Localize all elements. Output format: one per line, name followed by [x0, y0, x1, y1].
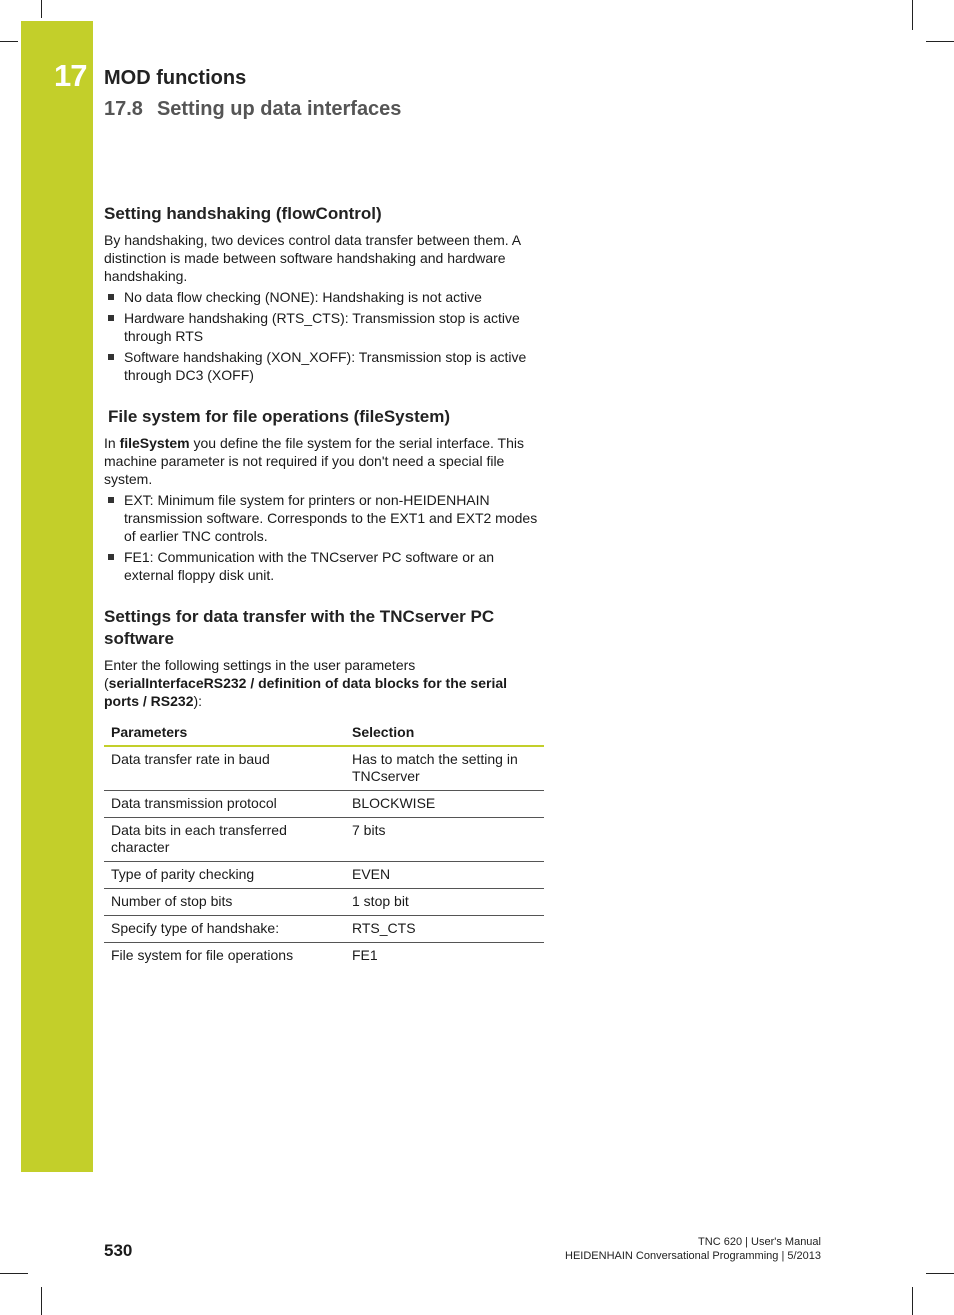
table-cell: 7 bits: [345, 818, 544, 862]
parameter-keyword: serialInterfaceRS232 / definition of data blocks for the serial ports / RS232: [104, 675, 508, 709]
table-cell: Specify type of handshake:: [104, 916, 345, 943]
table-cell: Number of stop bits: [104, 889, 345, 916]
intro-text: you define the file system for the serial interface. This machine parameter is not required if you don't need a special file system.: [104, 435, 524, 487]
table-cell: Data bits in each transferred character: [104, 818, 345, 862]
crop-mark: [41, 1287, 42, 1315]
parameter-keyword: fileSystem: [119, 435, 190, 451]
list-item: No data flow checking (NONE): Handshaking is not active: [104, 288, 544, 306]
filesystem-intro: [104, 434, 544, 488]
table-row: [104, 943, 544, 970]
list-item: EXT: Minimum file system for printers or non-HEIDENHAIN transmission software. Corresponds to the EXT1 and EXT2 modes of earlier TNC controls.: [104, 491, 544, 545]
table-header-row: [104, 719, 544, 746]
section-number: 17.8: [104, 98, 143, 120]
table-cell: Data transmission protocol: [104, 791, 345, 818]
table-cell: File system for file operations: [111, 947, 294, 963]
column-header: Parameters: [104, 719, 345, 746]
table-row: [104, 862, 544, 889]
tncserver-heading: Settings for data transfer with the TNCserver PC software: [104, 607, 495, 648]
settings-table: [104, 719, 544, 969]
table-cell: EVEN: [345, 862, 544, 889]
handshaking-list: [104, 288, 544, 384]
intro-text: ):: [193, 693, 203, 709]
table-cell: 1 stop bit: [345, 889, 544, 916]
chapter-title: MOD functions: [104, 67, 247, 89]
section-title: [104, 98, 401, 121]
intro-text: In: [104, 435, 120, 451]
crop-mark: [41, 0, 42, 18]
list-item: Software handshaking (XON_XOFF): Transmission stop is active through DC3 (XOFF): [104, 348, 544, 384]
table-cell: Data transfer rate in baud: [104, 746, 345, 791]
page-number: 530: [104, 1241, 133, 1260]
footer-info: [565, 1235, 821, 1263]
crop-mark: [912, 0, 913, 30]
footer-line: TNC 620 | User's Manual: [698, 1236, 821, 1248]
list-item: FE1: Communication with the TNCserver PC software or an external floppy disk unit.: [104, 548, 544, 584]
crop-mark: [926, 41, 954, 42]
table-cell: Has to match the setting in TNCserver: [345, 746, 544, 791]
crop-mark: [0, 1273, 28, 1274]
table-cell: FE1: [352, 947, 378, 963]
column-header: Selection: [345, 719, 544, 746]
table-row: [104, 746, 544, 791]
table-cell: BLOCKWISE: [345, 791, 544, 818]
crop-mark: [0, 41, 18, 42]
chapter-tab: [21, 21, 93, 1172]
list-item: Hardware handshaking (RTS_CTS): Transmission stop is active through RTS: [104, 309, 544, 345]
footer-line: HEIDENHAIN Conversational Programming | 5/2013: [565, 1250, 821, 1262]
table-cell: RTS_CTS: [345, 916, 544, 943]
filesystem-heading: File system for file operations (fileSystem): [108, 407, 450, 426]
handshaking-heading: Setting handshaking (flowControl): [104, 204, 382, 223]
main-content: [104, 203, 544, 969]
table-cell: Type of parity checking: [104, 862, 345, 889]
chapter-number: 17: [54, 58, 87, 93]
table-row: [104, 791, 544, 818]
table-row: [104, 916, 544, 943]
handshaking-intro: By handshaking, two devices control data transfer between them. A distinction is made between software handshaking and hardware handshaking.: [104, 232, 521, 284]
table-row: [104, 818, 544, 862]
crop-mark: [912, 1287, 913, 1315]
filesystem-list: [104, 491, 544, 584]
crop-mark: [926, 1273, 954, 1274]
section-name: Setting up data interfaces: [156, 98, 402, 120]
tncserver-intro: [104, 656, 544, 710]
intro-text: Enter the following settings in the user parameters (: [104, 657, 416, 691]
table-row: [104, 889, 544, 916]
